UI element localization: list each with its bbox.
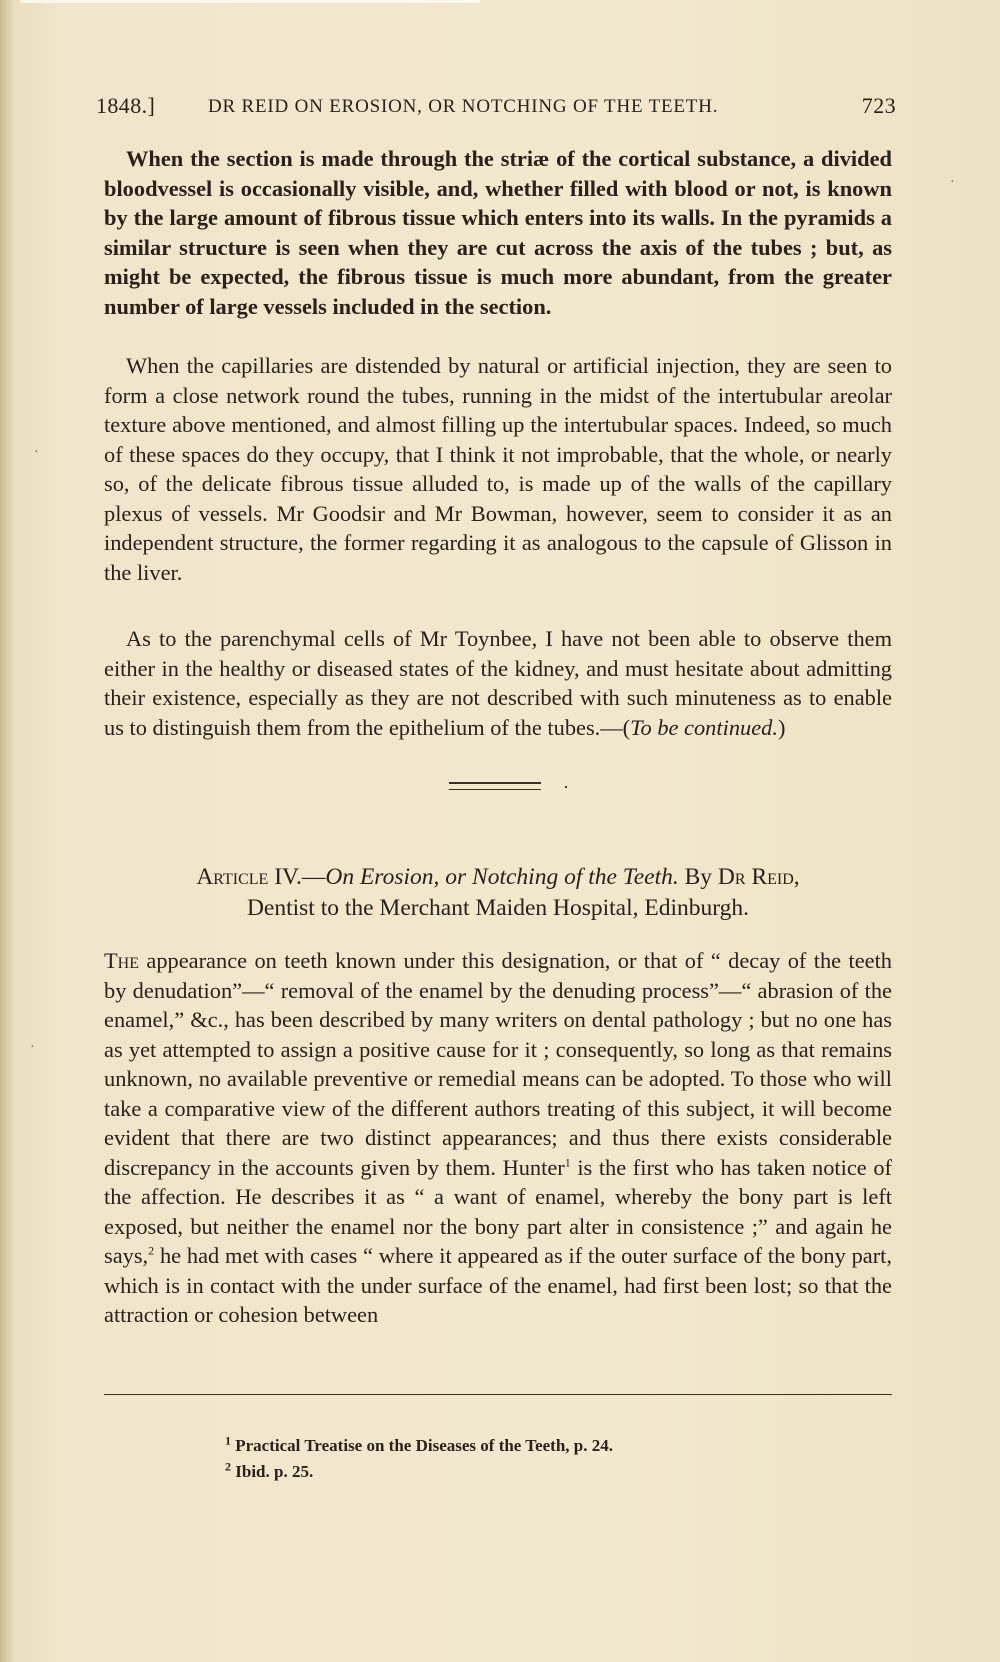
article-affiliation: Dentist to the Merchant Maiden Hospital, Edinburgh. [246, 895, 750, 921]
article-author: Dr Reid, [717, 864, 800, 890]
paragraph-2 [104, 351, 892, 587]
footnote-2-text: Ibid. p. 25. [231, 1462, 314, 1481]
article-title-line [104, 862, 892, 893]
paragraph-3-text [104, 624, 892, 742]
paragraph-3-close: ) [777, 714, 786, 740]
section-divider-rule [449, 782, 541, 790]
paragraph-4 [104, 946, 892, 1330]
paragraph-3 [104, 624, 892, 742]
footnote-2-mark: 2 [225, 1459, 231, 1474]
paragraph-4-lead: The [104, 948, 140, 973]
article-title: On Erosion, or Notching of the Teeth. [325, 864, 679, 890]
paragraph-4-seg3: he had met with cases “ where it appeared as if the outer surface of the bony part, which is in contact with the under surface of the enamel, had first been lost; so that the attraction or cohesion between [104, 1243, 892, 1327]
margin-speck: · [34, 445, 39, 460]
paragraph-4-seg1: appearance on teeth known under this designation, or that of “ decay of the teeth by denudation”—“ removal of the enamel by the denuding process”—“ abrasion of the enamel,” &c., has been described by many writers on dental pathology ; but no one has as yet attempted to assign a positive cause for it ; consequently, so long as that remains unknown, no available preventive or remedial means can be adopted. To those who will take a comparative view of the different authors treating of this subject, it will become evident that there are two distinct appearances; and thus there exists considerable discrepancy in the accounts given by them. Hunter [104, 948, 892, 1180]
page-top-edge [20, 0, 480, 3]
paragraph-4-text [104, 946, 892, 1330]
article-dash: — [301, 864, 326, 890]
running-header [96, 93, 896, 123]
header-year: 1848.] [96, 93, 156, 118]
article-by: By [684, 864, 713, 890]
footnote-1-text: Practical Treatise on the Diseases of the Teeth, p. 24. [231, 1436, 613, 1455]
paragraph-4-seg2: is the first who has taken notice of the affection. He describes it as “ a want of enamel, whereby the bony part is left exposed, but neither the enamel nor the bony part alter in consistence ;” and again he says, [104, 1154, 892, 1268]
paragraph-3-main: As to the parenchymal cells of Mr Toynbee, I have not been able to observe them either in the healthy or diseased states of the kidney, and must hesitate about admitting their existence, especially as they are not described with such minuteness as to enable us to distinguish them from the epithelium of the tubes.—( [104, 626, 892, 740]
to-be-continued: To be continued. [630, 714, 778, 740]
paragraph-1-text: When the section is made through the striæ of the cortical substance, a divided bloodvessel is occasionally visible, and, whether filled with blood or not, is known by the large amount of fibrous tissue which enters into its walls. In the pyramids a similar structure is seen when they are cut across the axis of the tubes ; but, as might be expected, the fibrous tissue is much more abundant, from the greater number of large vessels included in the section. [104, 146, 892, 319]
divider-dot: · [563, 777, 569, 797]
footnote-ref-1: 1 [564, 1155, 571, 1170]
footnotes [225, 1433, 613, 1485]
margin-speck: · [950, 175, 955, 190]
page-spine-shadow [0, 0, 12, 1662]
margin-speck: · [30, 1040, 35, 1055]
footnote-ref-2: 2 [148, 1243, 155, 1258]
page-number: 723 [861, 93, 896, 118]
paragraph-1 [104, 144, 892, 321]
footnote-rule [104, 1394, 892, 1395]
header-title: DR REID ON EROSION, OR NOTCHING OF THE TEETH. [208, 96, 719, 117]
footnote-2 [225, 1459, 613, 1485]
article-heading [104, 862, 892, 924]
footnote-1-mark: 1 [225, 1433, 231, 1448]
paragraph-2-text: When the capillaries are distended by natural or artificial injection, they are seen to form a close network round the tubes, running in the midst of the intertubular areolar texture above mentioned, and almost filling up the intertubular spaces. Indeed, so much of these spaces do they occupy, that I think it not improbable, that the whole, or nearly so, of the delicate fibrous tissue alluded to, is made up of the walls of the capillary plexus of vessels. Mr Goodsir and Mr Bowman, however, seem to consider it as an independent structure, the former regarding it as analogous to the capsule of Glisson in the liver. [104, 353, 892, 585]
footnote-1 [225, 1433, 613, 1459]
article-label: Article IV. [196, 864, 302, 890]
